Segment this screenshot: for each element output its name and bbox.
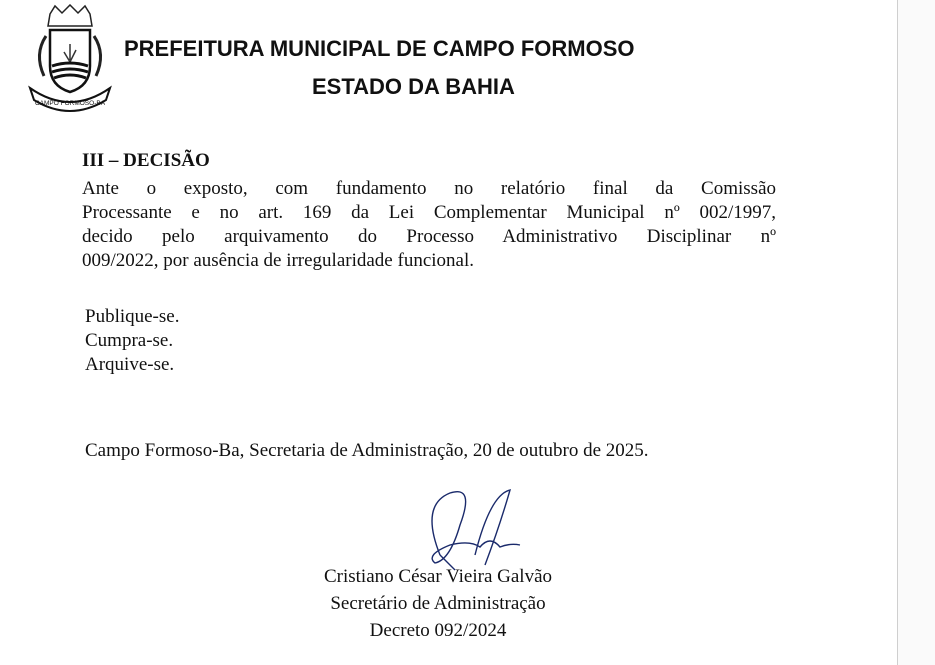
header-title: PREFEITURA MUNICIPAL DE CAMPO FORMOSO (124, 36, 635, 61)
place-date: Campo Formoso-Ba, Secretaria de Administração, 20 de outubro de 2025. (85, 440, 649, 461)
closing-cumpra: Cumpra-se. (85, 330, 174, 351)
decision-paragraph (82, 177, 776, 273)
paragraph-line: Ante o exposto, com fundamento no relatório final da Comissão (82, 178, 776, 199)
signatory-role: Secretário de Administração (330, 593, 546, 614)
paragraph-line: Processante e no art. 169 da Lei Complementar Municipal nº 002/1997, (82, 202, 776, 223)
header-subtitle: ESTADO DA BAHIA (312, 74, 515, 99)
section-title: III – DECISÃO (82, 150, 210, 171)
viewer-margin (897, 0, 935, 665)
signatory-decree: Decreto 092/2024 (369, 620, 507, 641)
closing-publique: Publique-se. (85, 306, 180, 327)
paragraph-line: 009/2022, por ausência de irregularidade funcional. (82, 250, 474, 271)
signatory-name: Cristiano César Vieira Galvão (323, 566, 553, 587)
svg-text:CAMPO FORMOSO-BA: CAMPO FORMOSO-BA (34, 100, 106, 107)
handwritten-signature (380, 485, 550, 575)
municipal-crest-logo (20, 4, 120, 116)
closing-arquive: Arquive-se. (85, 354, 175, 375)
paragraph-line: decido pelo arquivamento do Processo Administrativo Disciplinar nº (82, 226, 776, 247)
